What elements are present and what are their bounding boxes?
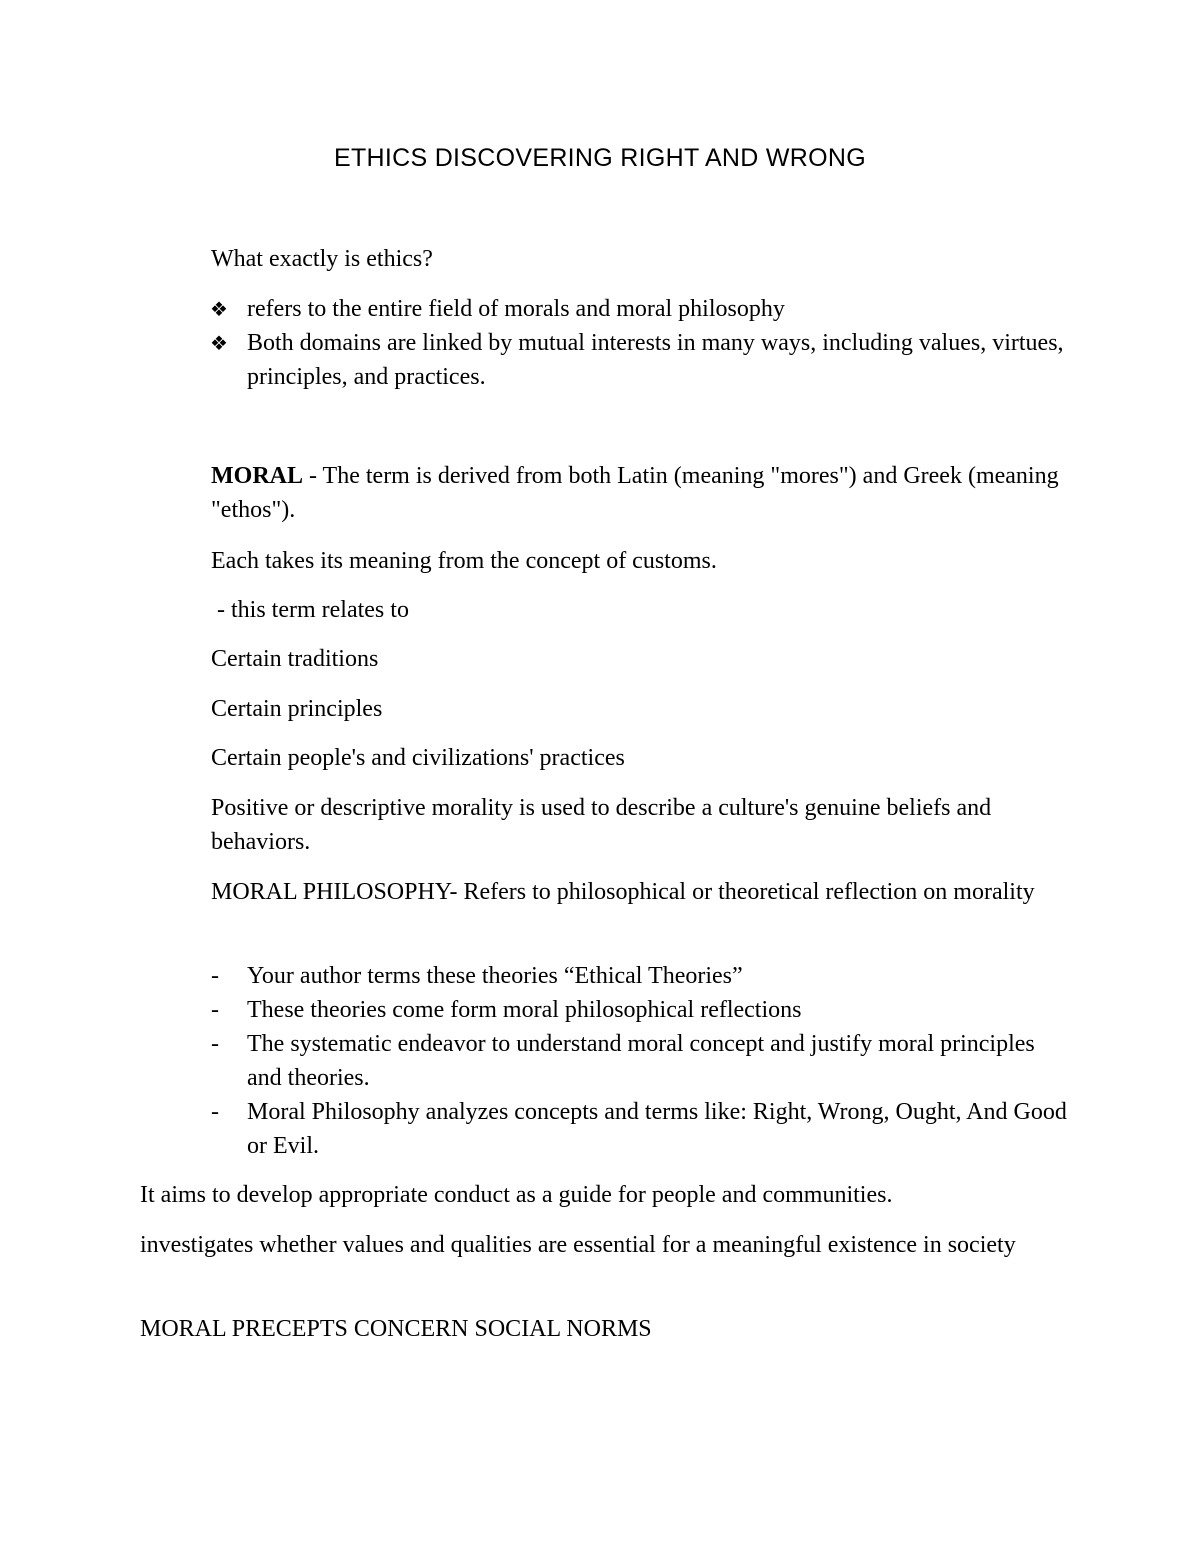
point-text: These theories come form moral philosophical reflections (247, 997, 802, 1023)
diamond-bullet-icon: ❖ (210, 331, 228, 355)
relates-item: Certain traditions (211, 646, 379, 672)
moral-philosophy-heading: MORAL PHILOSOPHY- Refers to philosophical or theoretical reflection on morality (211, 879, 1035, 905)
aims-paragraph: It aims to develop appropriate conduct as a guide for people and communities. (140, 1182, 893, 1208)
point-text: The systematic endeavor to understand moral concept and justify moral principles and theories. (247, 1031, 1035, 1091)
relates-item: Certain principles (211, 696, 383, 722)
dash-bullet: - (211, 1031, 219, 1057)
moral-definition (211, 459, 1071, 527)
positive-morality-paragraph: Positive or descriptive morality is used to describe a culture's genuine beliefs and behaviors. (211, 795, 992, 855)
dash-bullet: - (211, 997, 219, 1023)
bullet-text: refers to the entire field of morals and moral philosophy (247, 296, 785, 322)
question-heading: What exactly is ethics? (211, 246, 433, 272)
list-item (211, 993, 1067, 1027)
list-item (211, 1027, 1067, 1095)
customs-line: Each takes its meaning from the concept of customs. (211, 548, 717, 574)
investigates-paragraph: investigates whether values and qualities are essential for a meaningful existence in society (140, 1232, 1016, 1258)
list-item (211, 1095, 1067, 1163)
dash-bullet: - (211, 1099, 219, 1125)
list-item (211, 959, 1067, 993)
moral-term: MORAL (211, 463, 303, 489)
bullet-text: Both domains are linked by mutual interests in many ways, including values, virtues, principles, and practices. (247, 330, 1064, 390)
point-text: Your author terms these theories “Ethical Theories” (247, 963, 743, 989)
dash-bullet: - (211, 963, 219, 989)
moral-definition-text: - The term is derived from both Latin (meaning "mores") and Greek (meaning "ethos"). (211, 463, 1059, 523)
list-item (210, 326, 1067, 394)
diamond-bullet-icon: ❖ (210, 297, 228, 321)
point-text: Moral Philosophy analyzes concepts and terms like: Right, Wrong, Ought, And Good or Evil. (247, 1099, 1067, 1159)
relates-item: Certain people's and civilizations' practices (211, 745, 625, 771)
document-title: ETHICS DISCOVERING RIGHT AND WRONG (333, 144, 866, 172)
list-item (210, 292, 1067, 326)
relates-line: - this term relates to (211, 597, 409, 623)
precepts-line: MORAL PRECEPTS CONCERN SOCIAL NORMS (140, 1316, 652, 1342)
